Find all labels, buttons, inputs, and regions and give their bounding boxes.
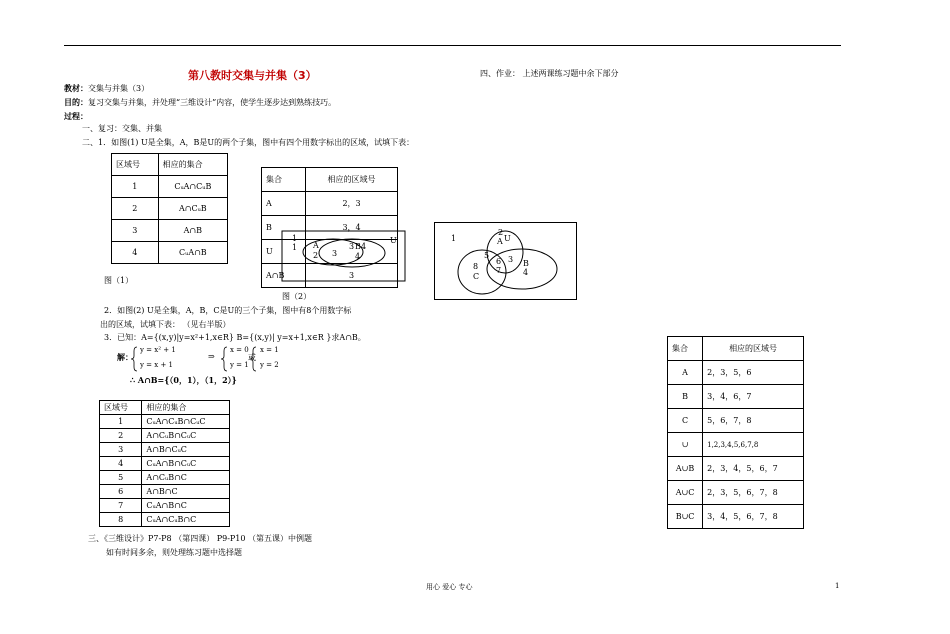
goal-line bbox=[64, 97, 336, 108]
fig1-universe-box bbox=[282, 231, 405, 281]
table3-cell: CᵤA∩B∩CᵤC bbox=[142, 457, 230, 471]
table4-cell: 3，4，6，7 bbox=[703, 385, 804, 409]
table-sets-3set bbox=[667, 336, 804, 529]
table2-cell: B bbox=[262, 216, 306, 240]
process-label: 过程： bbox=[64, 111, 88, 121]
table3-header-set: 相应的集合 bbox=[142, 401, 230, 415]
fig2-label-c: C bbox=[473, 272, 480, 281]
question-2-line2: 出的区域，试填下表： （见右半版） bbox=[100, 320, 231, 329]
homework-text: 四、作业： 上述两课练习题中余下部分 bbox=[480, 69, 619, 78]
page-title: 第八教时交集与并集（3） bbox=[188, 69, 317, 82]
table3-cell: 5 bbox=[100, 471, 142, 485]
page-footer: 用心 爱心 专心 bbox=[426, 583, 473, 591]
fig2-label-4: 4 bbox=[523, 268, 529, 277]
fig2-label-6: 6 bbox=[496, 257, 502, 266]
fig2-label-3: 3 bbox=[508, 255, 514, 264]
table3-cell: 4 bbox=[100, 457, 142, 471]
table1-cell: 1 bbox=[112, 176, 159, 198]
table3-cell: A∩B∩C bbox=[142, 485, 230, 499]
table1-cell: 2 bbox=[112, 198, 159, 220]
fig2-label-a: A bbox=[497, 237, 503, 246]
table2-cell: 3 bbox=[306, 264, 398, 288]
fig1-label-a: A bbox=[313, 241, 319, 250]
fig1-label-1b: 1 bbox=[292, 243, 298, 252]
fig2-label-5: 5 bbox=[484, 251, 490, 260]
solution-root1-y: y = 1 bbox=[230, 361, 249, 369]
question-2-line1: 2．如图(2) U是全集，A，B，C是U的三个子集，图中有8个用数字标 bbox=[104, 306, 352, 315]
fig1-caption: 图（1） bbox=[104, 276, 134, 285]
section-1: 一、复习：交集、并集 bbox=[82, 124, 162, 133]
table3-cell: 7 bbox=[100, 499, 142, 513]
table3-cell: CᵤA∩CᵤB∩CᵤC bbox=[142, 415, 230, 429]
table4-cell: 3，4，5，6，7，8 bbox=[703, 505, 804, 529]
table3-cell: 8 bbox=[100, 513, 142, 527]
table4-cell: A∪B bbox=[668, 457, 703, 481]
table2-cell: U bbox=[262, 240, 306, 264]
fig2-label-b: B bbox=[523, 259, 529, 268]
fig1-label-2: 2 bbox=[313, 251, 319, 260]
solution-root2-x: x = 1 bbox=[260, 346, 279, 354]
solution-answer: ∴ A∩B={（0，1），（1，2）} bbox=[130, 375, 237, 385]
left-brace-1 bbox=[131, 347, 137, 371]
table1-cell: CᵤA∩B bbox=[158, 242, 227, 264]
table3-cell: 2 bbox=[100, 429, 142, 443]
table4-cell: A bbox=[668, 361, 703, 385]
table3-cell: CᵤA∩B∩C bbox=[142, 499, 230, 513]
material-label: 教材： bbox=[64, 83, 88, 93]
solution-label: 解： bbox=[117, 352, 133, 362]
table4-cell: B∪C bbox=[668, 505, 703, 529]
fig1-label-3b: 3 bbox=[349, 242, 355, 251]
table3-cell: 1 bbox=[100, 415, 142, 429]
left-brace-2 bbox=[221, 347, 227, 371]
table2-cell: A bbox=[262, 192, 306, 216]
solution-or: 或 bbox=[248, 353, 256, 362]
table1-cell: A∩B bbox=[158, 220, 227, 242]
table4-cell: B bbox=[668, 385, 703, 409]
table4-cell: 2，3，4，5，6，7 bbox=[703, 457, 804, 481]
solution-eq1: y = x² + 1 bbox=[140, 346, 176, 354]
fig1-label-1: 1 bbox=[292, 234, 298, 243]
table-regions-2set bbox=[111, 153, 228, 264]
implies-symbol: ⇒ bbox=[208, 352, 215, 361]
fig2-label-2: 2 bbox=[498, 228, 504, 237]
material-text: 交集与并集（3） bbox=[88, 84, 150, 93]
table1-cell: 3 bbox=[112, 220, 159, 242]
table1-header-region: 区域号 bbox=[112, 154, 159, 176]
section-3: 三、《三维设计》P7-P8 （第四课） P9-P10 （第五课）中例题 bbox=[88, 534, 313, 543]
table2-header-region: 相应的区域号 bbox=[306, 168, 398, 192]
fig2-label-u: U bbox=[504, 234, 511, 243]
fig2-label-7: 7 bbox=[496, 266, 502, 275]
table4-header-region: 相应的区域号 bbox=[703, 337, 804, 361]
solution-root1-x: x = 0 bbox=[230, 346, 249, 354]
table3-header-region: 区域号 bbox=[100, 401, 142, 415]
fig2-label-1: 1 bbox=[451, 234, 457, 243]
table4-header-set: 集合 bbox=[668, 337, 703, 361]
header-rule bbox=[64, 45, 841, 46]
fig2-label-8: 8 bbox=[473, 262, 479, 271]
fig2-caption: 图（2） bbox=[282, 292, 312, 301]
table1-cell: A∩CᵤB bbox=[158, 198, 227, 220]
solution-root2-y: y = 2 bbox=[260, 361, 279, 369]
page-number: 1 bbox=[835, 582, 840, 590]
table3-cell: A∩CᵤB∩CᵤC bbox=[142, 429, 230, 443]
goal-text: 复习交集与并集，并处理“三维设计”内容，使学生逐步达到熟练技巧。 bbox=[88, 98, 337, 107]
table4-cell: ∪ bbox=[668, 433, 703, 457]
table4-cell: 2，3，5，6 bbox=[703, 361, 804, 385]
question-3: 3．已知：A={(x,y)|y=x²+1,x∈R} B={(x,y)| y=x+1,x∈R }求A∩B。 bbox=[104, 333, 366, 342]
fig1-label-4b: 4 bbox=[355, 252, 361, 261]
goal-label: 目的： bbox=[64, 97, 88, 107]
venn-diagram-fig2 bbox=[434, 222, 577, 300]
solution-eq2: y = x + 1 bbox=[140, 361, 173, 369]
table2-cell: 3，4 bbox=[306, 216, 398, 240]
venn-diagram-fig1 bbox=[281, 229, 407, 284]
table3-cell: CᵤA∩CᵤB∩C bbox=[142, 513, 230, 527]
table1-header-set: 相应的集合 bbox=[158, 154, 227, 176]
table2-cell: A∩B bbox=[262, 264, 306, 288]
table4-cell: 1,2,3,4,5,6,7,8 bbox=[703, 433, 804, 457]
table4-cell: 5，6，7，8 bbox=[703, 409, 804, 433]
fig1-label-u: U bbox=[390, 236, 397, 245]
table1-cell: 4 bbox=[112, 242, 159, 264]
table2-cell: 2，3 bbox=[306, 192, 398, 216]
table3-cell: A∩CᵤB∩C bbox=[142, 471, 230, 485]
table-regions-3set bbox=[99, 400, 230, 527]
table3-cell: 6 bbox=[100, 485, 142, 499]
table4-cell: C bbox=[668, 409, 703, 433]
fig1-label-3: 3 bbox=[332, 249, 338, 258]
question-1: 二、1．如图(1) U是全集，A，B是U的两个子集，图中有四个用数字标出的区域，试填下表： bbox=[82, 138, 415, 147]
section-3-note: 如有时间多余，则处理练习题中选择题 bbox=[106, 548, 242, 557]
table3-cell: A∩B∩CᵤC bbox=[142, 443, 230, 457]
table1-cell: CᵤA∩CᵤB bbox=[158, 176, 227, 198]
fig1-label-4: 4 bbox=[361, 242, 367, 251]
fig1-label-b: B bbox=[355, 242, 361, 251]
table3-cell: 3 bbox=[100, 443, 142, 457]
table2-header-set: 集合 bbox=[262, 168, 306, 192]
table4-cell: 2，3，5，6，7，8 bbox=[703, 481, 804, 505]
table4-cell: A∪C bbox=[668, 481, 703, 505]
material-line bbox=[64, 83, 149, 94]
